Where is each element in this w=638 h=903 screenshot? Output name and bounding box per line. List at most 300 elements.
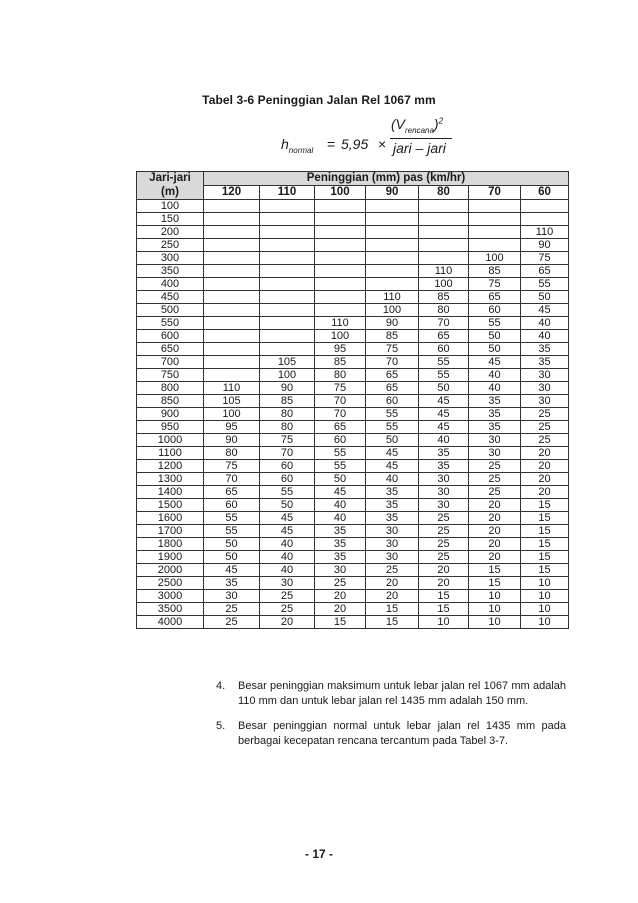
speed-header: 80 <box>419 186 469 200</box>
cant-cell: 10 <box>521 590 569 603</box>
cant-cell <box>260 304 315 317</box>
table-row <box>137 486 569 499</box>
cant-cell: 45 <box>419 421 469 434</box>
cant-cell: 90 <box>366 317 419 330</box>
cant-cell: 45 <box>419 408 469 421</box>
cant-cell <box>204 265 260 278</box>
cant-cell: 20 <box>419 577 469 590</box>
cant-cell: 35 <box>469 408 521 421</box>
cant-cell: 10 <box>469 603 521 616</box>
cant-cell: 25 <box>204 616 260 629</box>
cant-cell: 50 <box>419 382 469 395</box>
radius-cell: 2000 <box>137 564 204 577</box>
cant-cell <box>204 213 260 226</box>
cant-cell: 65 <box>366 369 419 382</box>
cant-cell: 110 <box>204 382 260 395</box>
formula-numerator: $(V_{rencana})^2$ <box>391 116 444 135</box>
table-row <box>137 291 569 304</box>
cant-cell <box>204 356 260 369</box>
cant-cell <box>315 291 366 304</box>
cant-cell <box>366 239 419 252</box>
note-text: Besar peninggian normal untuk lebar jalan rel 1435 mm pada berbagai kecepatan rencana tercantum pada Tabel 3-7. <box>238 720 566 747</box>
cant-cell: 80 <box>204 447 260 460</box>
table-row <box>137 564 569 577</box>
cant-cell <box>521 200 569 213</box>
cant-cell: 30 <box>315 564 366 577</box>
cant-cell: 30 <box>204 590 260 603</box>
table-title: Tabel 3-6 Peninggian Jalan Rel 1067 mm <box>202 93 436 107</box>
cant-cell: 55 <box>204 525 260 538</box>
table-row <box>137 616 569 629</box>
cant-cell: 85 <box>469 265 521 278</box>
cant-cell: 15 <box>469 577 521 590</box>
table-row <box>137 603 569 616</box>
cant-cell <box>204 200 260 213</box>
cant-cell: 80 <box>419 304 469 317</box>
cant-cell: 35 <box>419 447 469 460</box>
cant-cell <box>366 278 419 291</box>
radius-cell: 1700 <box>137 525 204 538</box>
formula-equals: = <box>327 136 336 152</box>
cant-cell: 10 <box>419 616 469 629</box>
cant-cell: 50 <box>204 538 260 551</box>
cant-cell: 110 <box>521 226 569 239</box>
cant-cell: 75 <box>260 434 315 447</box>
cant-cell: 40 <box>260 564 315 577</box>
cant-cell: 35 <box>315 525 366 538</box>
cant-cell: 20 <box>469 525 521 538</box>
cant-cell <box>419 200 469 213</box>
cant-cell <box>419 213 469 226</box>
cant-cell: 95 <box>315 343 366 356</box>
cant-cell <box>204 291 260 304</box>
cant-cell <box>260 317 315 330</box>
cant-cell <box>315 239 366 252</box>
radius-cell: 100 <box>137 200 204 213</box>
cant-cell: 35 <box>315 538 366 551</box>
cant-cell: 15 <box>521 525 569 538</box>
cant-cell: 55 <box>315 447 366 460</box>
cant-cell <box>469 226 521 239</box>
cant-cell: 55 <box>366 421 419 434</box>
cant-cell: 55 <box>521 278 569 291</box>
cant-cell: 30 <box>469 447 521 460</box>
radius-header: Jari-jari <box>137 172 204 186</box>
cant-cell: 30 <box>521 382 569 395</box>
cant-cell: 30 <box>521 369 569 382</box>
cant-cell: 60 <box>260 473 315 486</box>
cant-cell: 50 <box>469 330 521 343</box>
table-row <box>137 265 569 278</box>
radius-cell: 600 <box>137 330 204 343</box>
cant-cell: 85 <box>366 330 419 343</box>
cant-cell <box>260 278 315 291</box>
cant-cell: 100 <box>204 408 260 421</box>
cant-cell: 45 <box>260 512 315 525</box>
cant-cell <box>366 213 419 226</box>
cant-cell: 25 <box>469 473 521 486</box>
table-row <box>137 590 569 603</box>
cant-cell: 25 <box>419 538 469 551</box>
cant-cell <box>204 239 260 252</box>
cant-cell: 85 <box>260 395 315 408</box>
cant-cell: 20 <box>469 512 521 525</box>
note-item <box>216 719 566 749</box>
radius-cell: 1900 <box>137 551 204 564</box>
cant-cell <box>315 200 366 213</box>
cant-cell: 75 <box>521 252 569 265</box>
cant-cell <box>469 213 521 226</box>
cant-cell: 40 <box>260 538 315 551</box>
table-row <box>137 213 569 226</box>
table-row <box>137 356 569 369</box>
formula-lhs: $h_{normal}$ <box>281 136 314 155</box>
cant-cell: 105 <box>204 395 260 408</box>
cant-cell: 10 <box>469 590 521 603</box>
cant-cell: 25 <box>315 577 366 590</box>
cant-cell: 45 <box>366 460 419 473</box>
cant-cell <box>204 343 260 356</box>
cant-cell: 10 <box>521 603 569 616</box>
radius-cell: 1500 <box>137 499 204 512</box>
cant-cell <box>204 317 260 330</box>
cant-cell <box>204 226 260 239</box>
cant-cell <box>260 343 315 356</box>
note-text: Besar peninggian maksimum untuk lebar jalan rel 1067 mm adalah 110 mm dan untuk lebar jalan rel 1435 mm adalah 150 mm. <box>238 680 566 707</box>
table-row <box>137 421 569 434</box>
radius-cell: 400 <box>137 278 204 291</box>
cant-cell <box>366 252 419 265</box>
cant-cell: 40 <box>521 330 569 343</box>
cant-cell: 15 <box>419 590 469 603</box>
cant-cell: 30 <box>260 577 315 590</box>
radius-cell: 250 <box>137 239 204 252</box>
cant-cell: 25 <box>521 421 569 434</box>
table-row <box>137 434 569 447</box>
cant-cell <box>469 239 521 252</box>
table-row <box>137 473 569 486</box>
formula-coefficient: 5,95 <box>341 136 369 152</box>
cant-cell <box>260 265 315 278</box>
table-row <box>137 577 569 590</box>
radius-cell: 900 <box>137 408 204 421</box>
cant-cell: 90 <box>521 239 569 252</box>
cant-cell: 35 <box>366 486 419 499</box>
cant-cell: 35 <box>521 356 569 369</box>
table-row <box>137 343 569 356</box>
cant-cell <box>204 330 260 343</box>
cant-cell: 85 <box>315 356 366 369</box>
cant-cell <box>366 265 419 278</box>
table-body <box>137 200 569 629</box>
cant-cell: 70 <box>366 356 419 369</box>
cant-cell: 100 <box>315 330 366 343</box>
cant-cell: 75 <box>469 278 521 291</box>
notes-list <box>216 679 566 759</box>
cant-cell: 15 <box>521 538 569 551</box>
cant-cell: 20 <box>469 499 521 512</box>
cant-cell <box>419 226 469 239</box>
radius-cell: 500 <box>137 304 204 317</box>
radius-cell: 650 <box>137 343 204 356</box>
cant-formula <box>281 112 461 164</box>
cant-cell <box>260 252 315 265</box>
cant-cell: 95 <box>204 421 260 434</box>
cant-cell: 100 <box>419 278 469 291</box>
cant-cell: 25 <box>204 603 260 616</box>
cant-cell <box>315 213 366 226</box>
cant-cell: 15 <box>419 603 469 616</box>
formula-fraction-bar <box>390 138 452 139</box>
table-row <box>137 369 569 382</box>
radius-cell: 1100 <box>137 447 204 460</box>
radius-cell: 350 <box>137 265 204 278</box>
cant-cell: 45 <box>260 525 315 538</box>
cant-cell: 70 <box>204 473 260 486</box>
cant-cell: 45 <box>469 356 521 369</box>
cant-cell: 80 <box>260 421 315 434</box>
cant-cell: 70 <box>315 408 366 421</box>
cant-cell: 30 <box>419 486 469 499</box>
table-row <box>137 408 569 421</box>
cant-cell: 30 <box>419 499 469 512</box>
cant-cell: 105 <box>260 356 315 369</box>
radius-cell: 3000 <box>137 590 204 603</box>
cant-cell: 20 <box>315 590 366 603</box>
cant-cell: 50 <box>204 551 260 564</box>
cant-cell: 10 <box>521 616 569 629</box>
cant-cell: 20 <box>469 551 521 564</box>
cant-cell: 50 <box>315 473 366 486</box>
cant-cell: 20 <box>469 538 521 551</box>
cant-cell <box>204 304 260 317</box>
cant-cell: 55 <box>419 356 469 369</box>
cant-cell: 55 <box>419 369 469 382</box>
cant-cell: 25 <box>521 408 569 421</box>
cant-cell: 75 <box>315 382 366 395</box>
cant-cell: 75 <box>204 460 260 473</box>
cant-cell <box>315 265 366 278</box>
cant-cell: 110 <box>315 317 366 330</box>
cant-cell: 35 <box>419 460 469 473</box>
table-row <box>137 304 569 317</box>
cant-cell: 65 <box>315 421 366 434</box>
table-row <box>137 460 569 473</box>
cant-cell: 85 <box>419 291 469 304</box>
cant-cell: 15 <box>469 564 521 577</box>
cant-cell: 45 <box>204 564 260 577</box>
table-row <box>137 252 569 265</box>
cant-cell <box>260 330 315 343</box>
cant-cell <box>469 200 521 213</box>
cant-cell: 45 <box>419 395 469 408</box>
cant-cell: 35 <box>315 551 366 564</box>
cant-cell: 60 <box>469 304 521 317</box>
note-item <box>216 679 566 709</box>
cant-cell: 25 <box>469 460 521 473</box>
cant-cell: 30 <box>366 525 419 538</box>
cant-cell: 80 <box>315 369 366 382</box>
cant-cell <box>366 226 419 239</box>
speed-header: 90 <box>366 186 419 200</box>
cant-table <box>136 171 569 629</box>
cant-cell: 40 <box>315 512 366 525</box>
cant-cell: 70 <box>315 395 366 408</box>
cant-cell: 100 <box>260 369 315 382</box>
cant-cell <box>315 226 366 239</box>
radius-cell: 1800 <box>137 538 204 551</box>
radius-cell: 1400 <box>137 486 204 499</box>
cant-cell: 10 <box>469 616 521 629</box>
radius-cell: 4000 <box>137 616 204 629</box>
cant-cell: 25 <box>419 512 469 525</box>
cant-cell: 15 <box>366 616 419 629</box>
cant-cell: 55 <box>204 512 260 525</box>
cant-cell: 25 <box>419 525 469 538</box>
cant-cell: 100 <box>366 304 419 317</box>
cant-cell: 55 <box>366 408 419 421</box>
cant-cell <box>204 369 260 382</box>
cant-cell: 50 <box>260 499 315 512</box>
cant-cell: 35 <box>204 577 260 590</box>
cant-cell: 80 <box>260 408 315 421</box>
cant-cell: 60 <box>419 343 469 356</box>
cant-cell: 25 <box>419 551 469 564</box>
table-row <box>137 447 569 460</box>
table-row <box>137 395 569 408</box>
cant-cell: 25 <box>260 590 315 603</box>
cant-cell: 10 <box>521 577 569 590</box>
cant-cell: 55 <box>469 317 521 330</box>
cant-cell: 90 <box>260 382 315 395</box>
table-row <box>137 317 569 330</box>
radius-cell: 200 <box>137 226 204 239</box>
radius-unit: (m) <box>137 186 204 200</box>
cant-cell: 100 <box>469 252 521 265</box>
cant-cell: 35 <box>469 395 521 408</box>
cant-cell: 55 <box>260 486 315 499</box>
cant-cell: 20 <box>521 460 569 473</box>
table-row <box>137 525 569 538</box>
cant-cell: 25 <box>260 603 315 616</box>
table-row <box>137 278 569 291</box>
cant-cell <box>260 213 315 226</box>
cant-cell <box>315 252 366 265</box>
cant-cell: 35 <box>469 421 521 434</box>
cant-group-header: Peninggian (mm) pas (km/hr) <box>204 172 569 186</box>
cant-cell: 20 <box>366 577 419 590</box>
cant-cell: 55 <box>315 460 366 473</box>
cant-cell: 50 <box>366 434 419 447</box>
speed-header: 120 <box>204 186 260 200</box>
table-row <box>137 200 569 213</box>
cant-cell: 60 <box>366 395 419 408</box>
cant-cell: 40 <box>366 473 419 486</box>
page-number: - 17 - <box>304 847 333 861</box>
cant-cell: 15 <box>315 616 366 629</box>
cant-cell <box>260 226 315 239</box>
cant-cell: 35 <box>521 343 569 356</box>
cant-cell: 110 <box>366 291 419 304</box>
cant-cell: 40 <box>419 434 469 447</box>
cant-cell <box>260 291 315 304</box>
cant-cell: 35 <box>366 499 419 512</box>
speed-header: 60 <box>521 186 569 200</box>
table-row <box>137 226 569 239</box>
cant-cell <box>315 278 366 291</box>
table-row <box>137 382 569 395</box>
cant-cell: 60 <box>260 460 315 473</box>
table-row <box>137 538 569 551</box>
cant-cell: 65 <box>366 382 419 395</box>
cant-cell: 15 <box>521 564 569 577</box>
cant-cell: 25 <box>521 434 569 447</box>
cant-cell: 15 <box>521 551 569 564</box>
cant-cell: 40 <box>469 369 521 382</box>
radius-cell: 700 <box>137 356 204 369</box>
cant-cell: 40 <box>521 317 569 330</box>
cant-cell: 20 <box>521 447 569 460</box>
radius-cell: 1600 <box>137 512 204 525</box>
cant-cell: 20 <box>315 603 366 616</box>
cant-cell: 60 <box>315 434 366 447</box>
cant-cell: 50 <box>521 291 569 304</box>
cant-cell: 20 <box>521 473 569 486</box>
cant-cell: 40 <box>469 382 521 395</box>
cant-cell: 65 <box>419 330 469 343</box>
cant-cell <box>419 252 469 265</box>
cant-cell: 25 <box>366 564 419 577</box>
cant-cell: 20 <box>419 564 469 577</box>
radius-cell: 1200 <box>137 460 204 473</box>
cant-cell: 40 <box>315 499 366 512</box>
cant-cell: 65 <box>469 291 521 304</box>
formula-times: × <box>378 136 387 152</box>
cant-cell: 40 <box>260 551 315 564</box>
table-row <box>137 551 569 564</box>
radius-cell: 750 <box>137 369 204 382</box>
cant-cell: 30 <box>366 538 419 551</box>
radius-cell: 1000 <box>137 434 204 447</box>
cant-cell: 45 <box>521 304 569 317</box>
cant-cell: 65 <box>204 486 260 499</box>
cant-cell: 70 <box>419 317 469 330</box>
cant-cell: 45 <box>366 447 419 460</box>
radius-cell: 2500 <box>137 577 204 590</box>
cant-cell <box>204 278 260 291</box>
cant-cell <box>521 213 569 226</box>
cant-cell <box>366 200 419 213</box>
cant-cell: 70 <box>260 447 315 460</box>
radius-cell: 150 <box>137 213 204 226</box>
cant-cell: 45 <box>315 486 366 499</box>
table-row <box>137 330 569 343</box>
cant-cell: 35 <box>366 512 419 525</box>
cant-cell: 25 <box>469 486 521 499</box>
speed-header: 70 <box>469 186 521 200</box>
radius-cell: 3500 <box>137 603 204 616</box>
cant-cell: 50 <box>469 343 521 356</box>
cant-cell: 30 <box>469 434 521 447</box>
cant-cell: 110 <box>419 265 469 278</box>
radius-cell: 450 <box>137 291 204 304</box>
radius-cell: 550 <box>137 317 204 330</box>
note-number: 5. <box>216 720 226 732</box>
cant-cell: 20 <box>260 616 315 629</box>
radius-cell: 950 <box>137 421 204 434</box>
note-number: 4. <box>216 680 226 692</box>
cant-cell: 15 <box>366 603 419 616</box>
